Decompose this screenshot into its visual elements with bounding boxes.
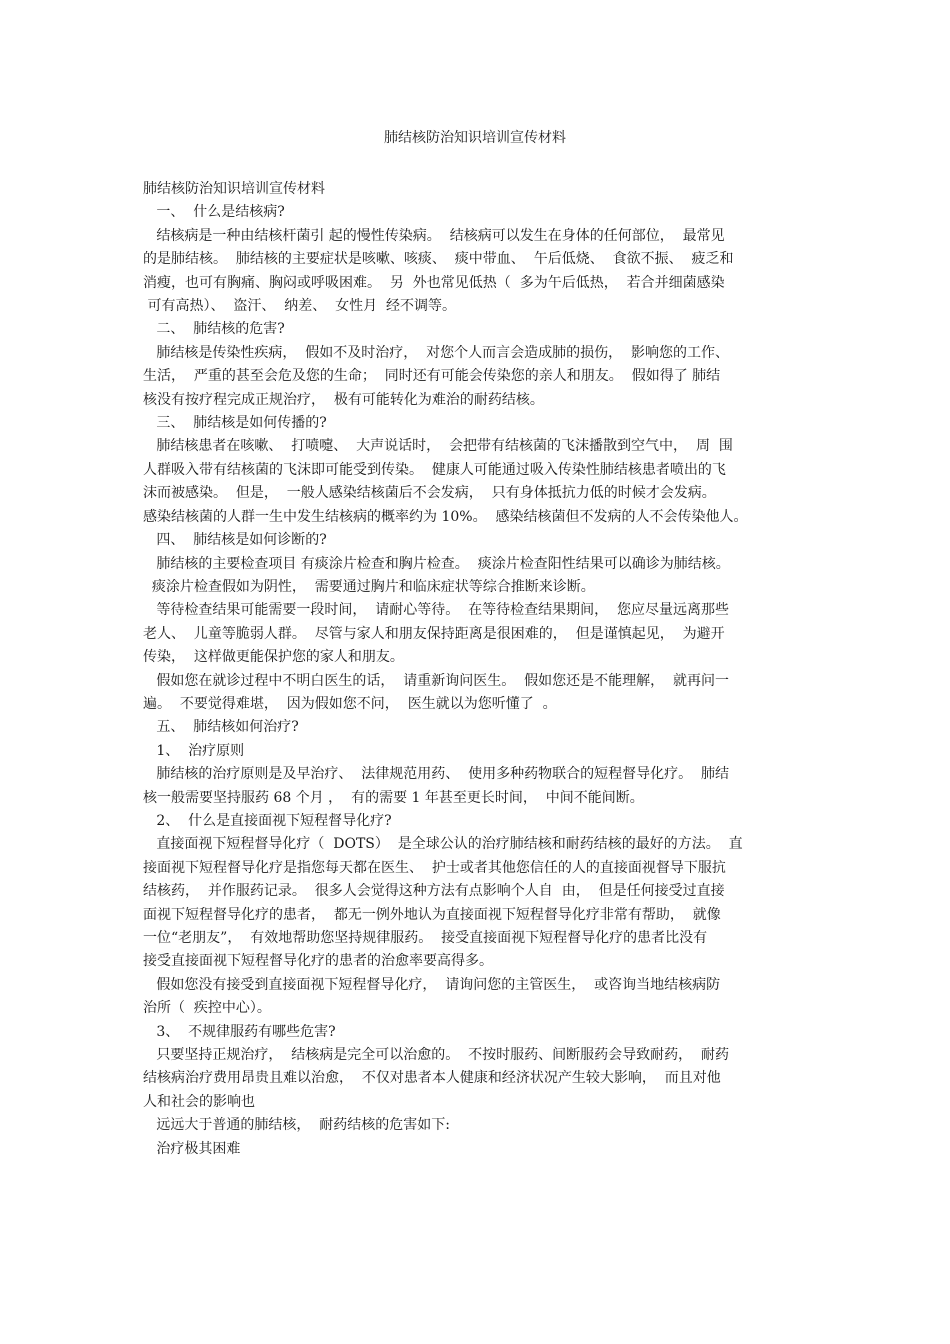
text-line: 痰涂片检查假如为阴性， 需要通过胸片和临床症状等综合推断来诊断。 [143,578,595,595]
text-line: 二、 肺结核的危害? [143,321,285,338]
document-body [143,178,823,1161]
text-line: 生活， 严重的甚至会危及您的生命； 同时还有可能会传染您的亲人和朋友。 假如得了 肺结 [143,368,721,385]
text-line: 肺结核防治知识培训宣传材料 [143,181,325,197]
text-line: 肺结核患者在咳嗽、 打喷嚏、 大声说话时， 会把带有结核菌的飞沫播散到空气中， 周 围 [143,438,733,455]
text-line: 只要坚持正规治疗， 结核病是完全可以治愈的。 不按时服药、间断服药会导致耐药， 耐药 [143,1047,730,1064]
text-line: 1、 治疗原则 [143,742,245,759]
text-line: 2、 什么是直接面视下短程督导化疗? [143,812,392,829]
text-line: 四、 肺结核是如何诊断的? [143,532,327,549]
text-line: 治所（ 疾控中心）。 [143,1000,271,1017]
text-line: 假如您在就诊过程中不明白医生的话， 请重新询问医生。 假如您还是不能理解， 就再问一 [143,672,730,689]
text-line: 肺结核的主要检查项目 有痰涂片检查和胸片检查。 痰涂片检查阳性结果可以确诊为肺结核。 [143,555,730,572]
text-line: 三、 肺结核是如何传播的? [143,415,327,432]
text-line: 面视下短程督导化疗的患者， 都无一例外地认为直接面视下短程督导化疗非常有帮助， 就像 [143,906,721,923]
text-line: 核一般需要坚持服药 68 个月 ， 有的需要 1 年甚至更长时间， 中间不能间断。 [143,789,644,806]
text-line: 老人、 儿童等脆弱人群。 尽管与家人和朋友保持距离是很困难的， 但是谨慎起见， 为避开 [143,625,725,642]
page-title: 肺结核防治知识培训宣传材料 [384,130,566,146]
text-line: 五、 肺结核如何治疗? [143,719,299,736]
text-line: 沫而被感染。 但是， 一般人感染结核菌后不会发病， 只有身体抵抗力低的时候才会发病。 [143,485,716,502]
text-line: 直接面视下短程督导化疗（ DOTS） 是全球公认的治疗肺结核和耐药结核的最好的方法。 直 [143,836,743,853]
text-line: 核没有按疗程完成正规治疗， 极有可能转化为难治的耐药结核。 [143,391,544,408]
text-line: 结核病是一种由结核杆菌引 起的慢性传染病。 结核病可以发生在身体的任何部位， 最常见 [143,227,725,244]
text-line: 消瘦，也可有胸痛、胸闷或呼吸困难。 另 外也常见低热（ 多为午后低热， 若合并细菌感染 [143,274,725,291]
text-line: 等待检查结果可能需要一段时间， 请耐心等待。 在等待检查结果期间， 您应尽量远离那些 [143,602,730,619]
text-line: 结核病治疗费用昂贵且难以治愈， 不仅对患者本人健康和经济状况产生较大影响， 而且对他 [143,1070,721,1087]
text-line: 接面视下短程督导化疗是指您每天都在医生、 护士或者其他您信任的人的直接面视督导下服抗 [143,859,726,876]
text-line: 远远大于普通的肺结核， 耐药结核的危害如下: [143,1117,450,1134]
text-line: 接受直接面视下短程督导化疗的患者的治愈率要高得多。 [143,953,493,970]
text-line: 遍。 不要觉得难堪， 因为假如您不问， 医生就以为您听懂了 。 [143,695,557,712]
text-line: 人和社会的影响也 [143,1093,255,1110]
text-line: 一、 什么是结核病? [143,204,285,221]
text-line: 肺结核的治疗原则是及早治疗、 法律规范用药、 使用多种药物联合的短程督导化疗。 肺结 [143,766,730,783]
text-line: 人群吸入带有结核菌的飞沫即可能受到传染。 健康人可能通过吸入传染性肺结核患者喷出的飞 [143,461,726,478]
text-line: 可有高热）、 盗汗、 纳差、 女性月 经不调等。 [143,298,457,315]
text-line: 的是肺结核。 肺结核的主要症状是咳嗽、咳痰、 痰中带血、 午后低烧、 食欲不振、 疲乏和 [143,251,734,268]
text-line: 感染结核菌的人群一生中发生结核病的概率约为 10%。 感染结核菌但不发病的人不会传染他人。 [143,508,748,525]
text-line: 3、 不规律服药有哪些危害? [143,1023,336,1040]
text-line: 治疗极其困难 [143,1140,241,1157]
text-line: 传染， 这样做更能保护您的家人和朋友。 [143,649,404,666]
text-line: 假如您没有接受到直接面视下短程督导化疗， 请询问您的主管医生， 或咨询当地结核病防 [143,976,721,993]
text-line: 结核药， 并作服药记录。 很多人会觉得这种方法有点影响个人自 由， 但是任何接受过直接 [143,883,725,900]
text-line: 一位“老朋友”， 有效地帮助您坚持规律服药。 接受直接面视下短程督导化疗的患者比没有 [143,930,708,946]
text-line: 肺结核是传染性疾病， 假如不及时治疗， 对您个人而言会造成肺的损伤， 影响您的工作、 [143,344,730,361]
